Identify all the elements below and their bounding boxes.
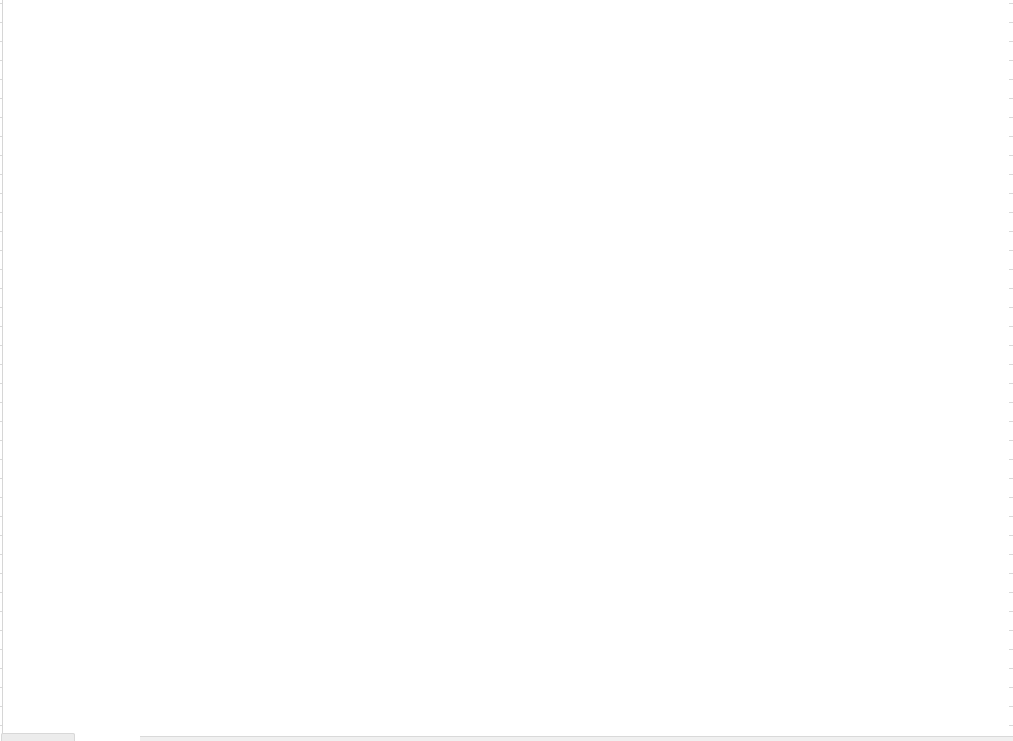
- left-gridline-sliver: [0, 0, 3, 741]
- horizontal-scrollbar-strip[interactable]: [140, 736, 1013, 741]
- bottom-chrome-button: [1, 733, 75, 741]
- right-gridline-sliver: [1009, 0, 1013, 741]
